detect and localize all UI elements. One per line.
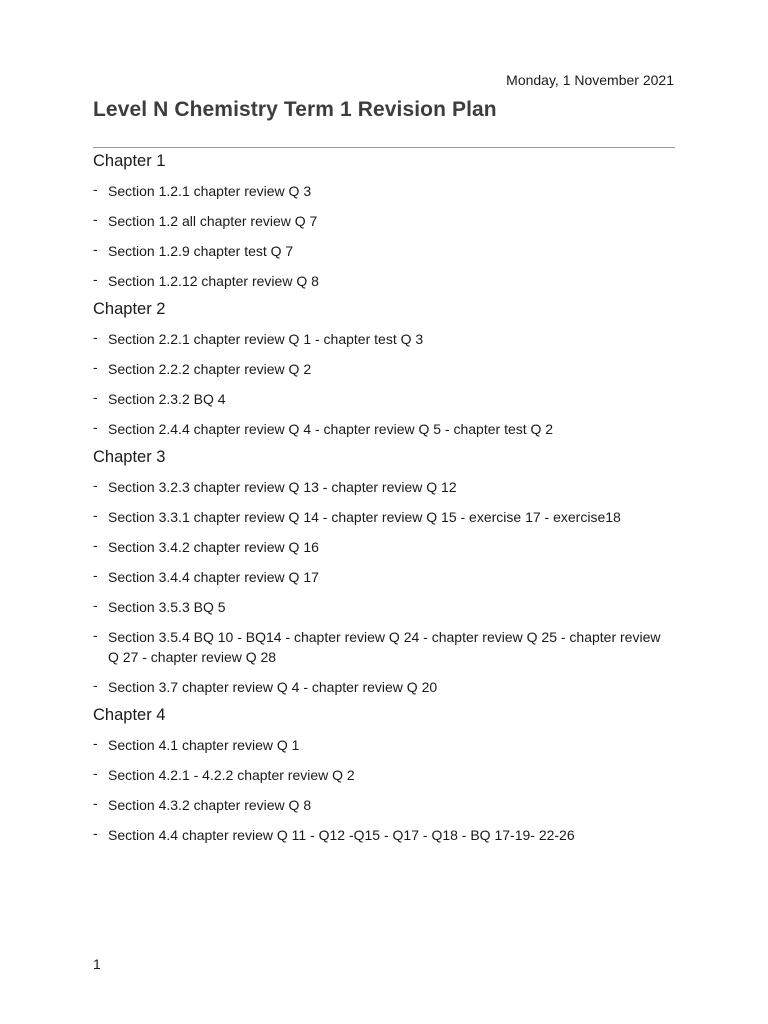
chapter-heading: Chapter 4 xyxy=(93,706,166,724)
list-item: - Section 2.3.2 BQ 4 xyxy=(93,389,675,409)
list-item: - Section 2.2.2 chapter review Q 2 xyxy=(93,359,675,379)
list-item: - Section 2.2.1 chapter review Q 1 - chapter test Q 3 xyxy=(93,329,675,349)
list-item: - Section 4.3.2 chapter review Q 8 xyxy=(93,795,675,815)
chapter-item-list xyxy=(93,181,675,291)
list-item: - Section 3.5.3 BQ 5 xyxy=(93,597,675,617)
list-item: - Section 4.4 chapter review Q 11 - Q12 -Q15 - Q17 - Q18 - BQ 17-19- 22-26 xyxy=(93,825,675,845)
list-item: - Section 3.4.4 chapter review Q 17 xyxy=(93,567,675,587)
list-item: - Section 1.2.9 chapter test Q 7 xyxy=(93,241,675,261)
document-body xyxy=(93,150,675,845)
document-title: Level N Chemistry Term 1 Revision Plan xyxy=(93,98,497,121)
chapter-heading: Chapter 1 xyxy=(93,152,166,170)
list-item: - Section 3.3.1 chapter review Q 14 - chapter review Q 15 - exercise 17 - exercise18 xyxy=(93,507,675,527)
document-date: Monday, 1 November 2021 xyxy=(506,72,674,88)
list-item: - Section 3.4.2 chapter review Q 16 xyxy=(93,537,675,557)
list-item: - Section 3.5.4 BQ 10 - BQ14 - chapter review Q 24 - chapter review Q 25 - chapter review Q 27 - chapter review Q 28 xyxy=(93,627,675,667)
chapter-4-section xyxy=(93,704,675,845)
list-item: - Section 4.2.1 - 4.2.2 chapter review Q 2 xyxy=(93,765,675,785)
chapter-item-list xyxy=(93,735,675,845)
chapter-heading: Chapter 2 xyxy=(93,300,166,318)
chapter-3-section xyxy=(93,446,675,697)
page-number: 1 xyxy=(93,956,101,972)
list-item: - Section 1.2.1 chapter review Q 3 xyxy=(93,181,675,201)
title-divider xyxy=(93,147,675,148)
list-item: - Section 1.2.12 chapter review Q 8 xyxy=(93,271,675,291)
chapter-2-section xyxy=(93,298,675,439)
list-item: - Section 2.4.4 chapter review Q 4 - chapter review Q 5 - chapter test Q 2 xyxy=(93,419,675,439)
list-item: - Section 1.2 all chapter review Q 7 xyxy=(93,211,675,231)
list-item: - Section 3.7 chapter review Q 4 - chapter review Q 20 xyxy=(93,677,675,697)
chapter-item-list xyxy=(93,329,675,439)
list-item: - Section 4.1 chapter review Q 1 xyxy=(93,735,675,755)
chapter-heading: Chapter 3 xyxy=(93,448,166,466)
list-item: - Section 3.2.3 chapter review Q 13 - chapter review Q 12 xyxy=(93,477,675,497)
chapter-1-section xyxy=(93,150,675,291)
chapter-item-list xyxy=(93,477,675,697)
